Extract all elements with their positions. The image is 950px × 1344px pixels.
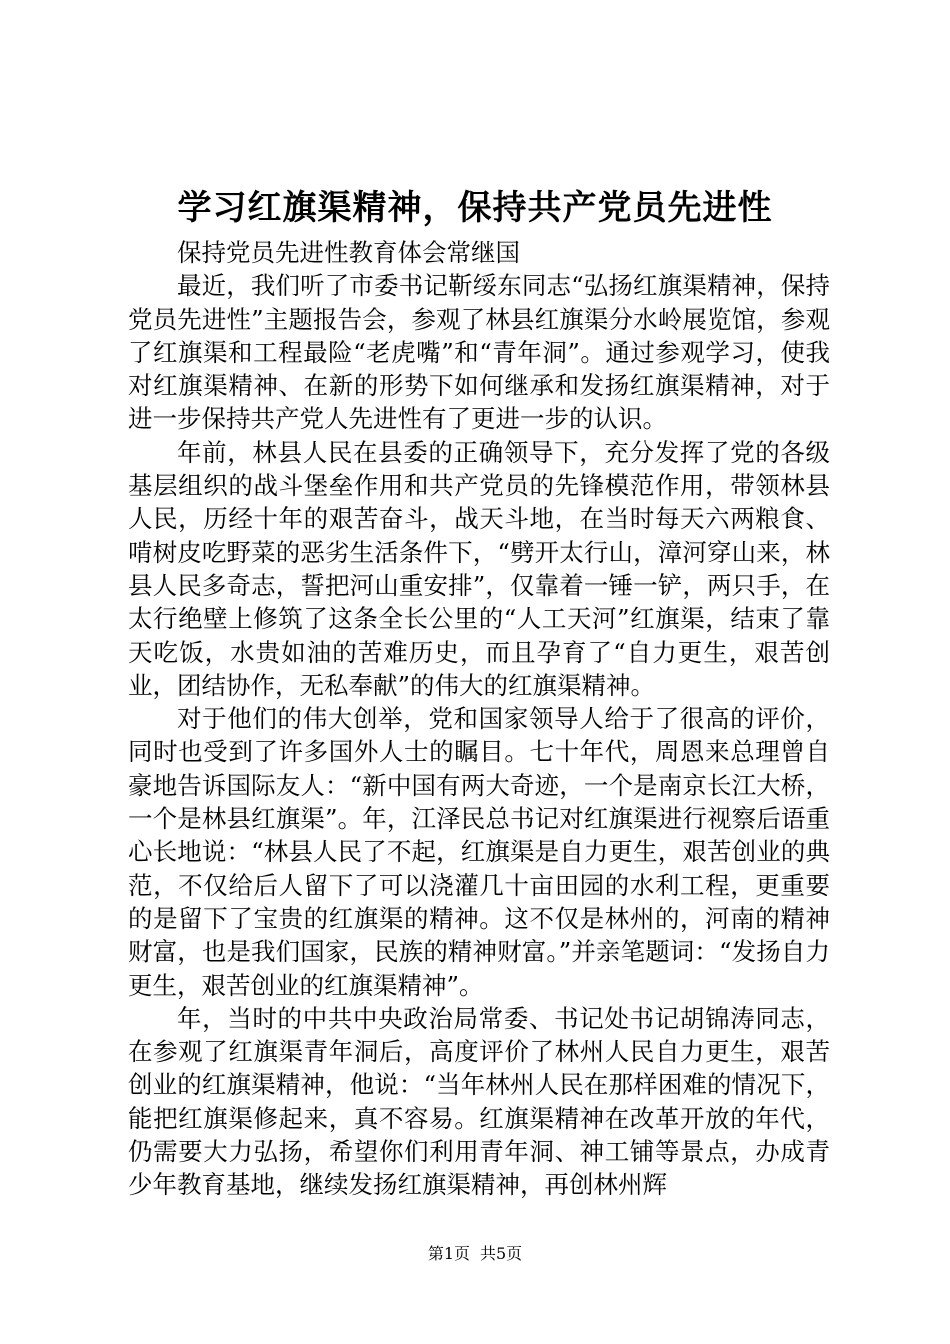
paragraph-3: 对于他们的伟大创举，党和国家领导人给于了很高的评价，同时也受到了许多国外人士的瞩目。七十年代，周恩来总理曾自豪地告诉国际友人：“新中国有两大奇迹，一个是南京长江大桥，一个是林县红旗渠”。年，江泽民总书记对红旗渠进行视察后语重心长地说：“林县人民了不起，红旗渠是自力更生，艰苦创业的典范，不仅给后人留下了可以浇灌几十亩田园的水利工程，更重要的是留下了宝贵的红旗渠的精神。这不仅是林州的，河南的精神财富，也是我们国家，民族的精神财富。”并亲笔题词：“发扬自力更生，艰苦创业的红旗渠精神”。 [128, 704, 830, 1000]
paragraph-1: 最近，我们听了市委书记靳绥东同志“弘扬红旗渠精神，保持党员先进性”主题报告会，参观了林县红旗渠分水岭展览馆，参观了红旗渠和工程最险“老虎嘴”和“青年洞”。通过参观学习，使我对红旗渠精神、在新的形势下如何继承和发扬红旗渠精神，对于进一步保持共产党人先进性有了更进一步的认识。 [128, 271, 830, 434]
paragraph-4: 年，当时的中共中央政治局常委、书记处书记胡锦涛同志，在参观了红旗渠青年洞后，高度评价了林州人民自力更生，艰苦创业的红旗渠精神，他说：“当年林州人民在那样困难的情况下，能把红旗渠修起来，真不容易。红旗渠精神在改革开放的年代，仍需要大力弘扬，希望你们利用青年洞、神工铺等景点，办成青少年教育基地，继续发扬红旗渠精神，再创林州辉 [128, 1003, 830, 1200]
paragraph-2: 年前，林县人民在县委的正确领导下，充分发挥了党的各级基层组织的战斗堡垒作用和共产党员的先锋模范作用，带领林县人民，历经十年的艰苦奋斗，战天斗地，在当时每天六两粮食、啃树皮吃野菜的恶劣生活条件下，“劈开太行山，漳河穿山来，林县人民多奇志，誓把河山重安排”，仅靠着一锤一铲，两只手，在太行绝壁上修筑了这条全长公里的“人工天河”红旗渠，结束了靠天吃饭，水贵如油的苦难历史，而且孕育了“自力更生，艰苦创业，团结协作，无私奉献”的伟大的红旗渠精神。 [128, 437, 830, 700]
document-subtitle: 保持党员先进性教育体会常继国 [177, 238, 520, 267]
page-number: 第1页 [427, 1244, 470, 1263]
document-title: 学习红旗渠精神，保持共产党员先进性 [177, 188, 773, 228]
page-total: 共5页 [480, 1244, 523, 1263]
document-body [128, 236, 830, 1202]
page-footer [0, 1244, 950, 1264]
